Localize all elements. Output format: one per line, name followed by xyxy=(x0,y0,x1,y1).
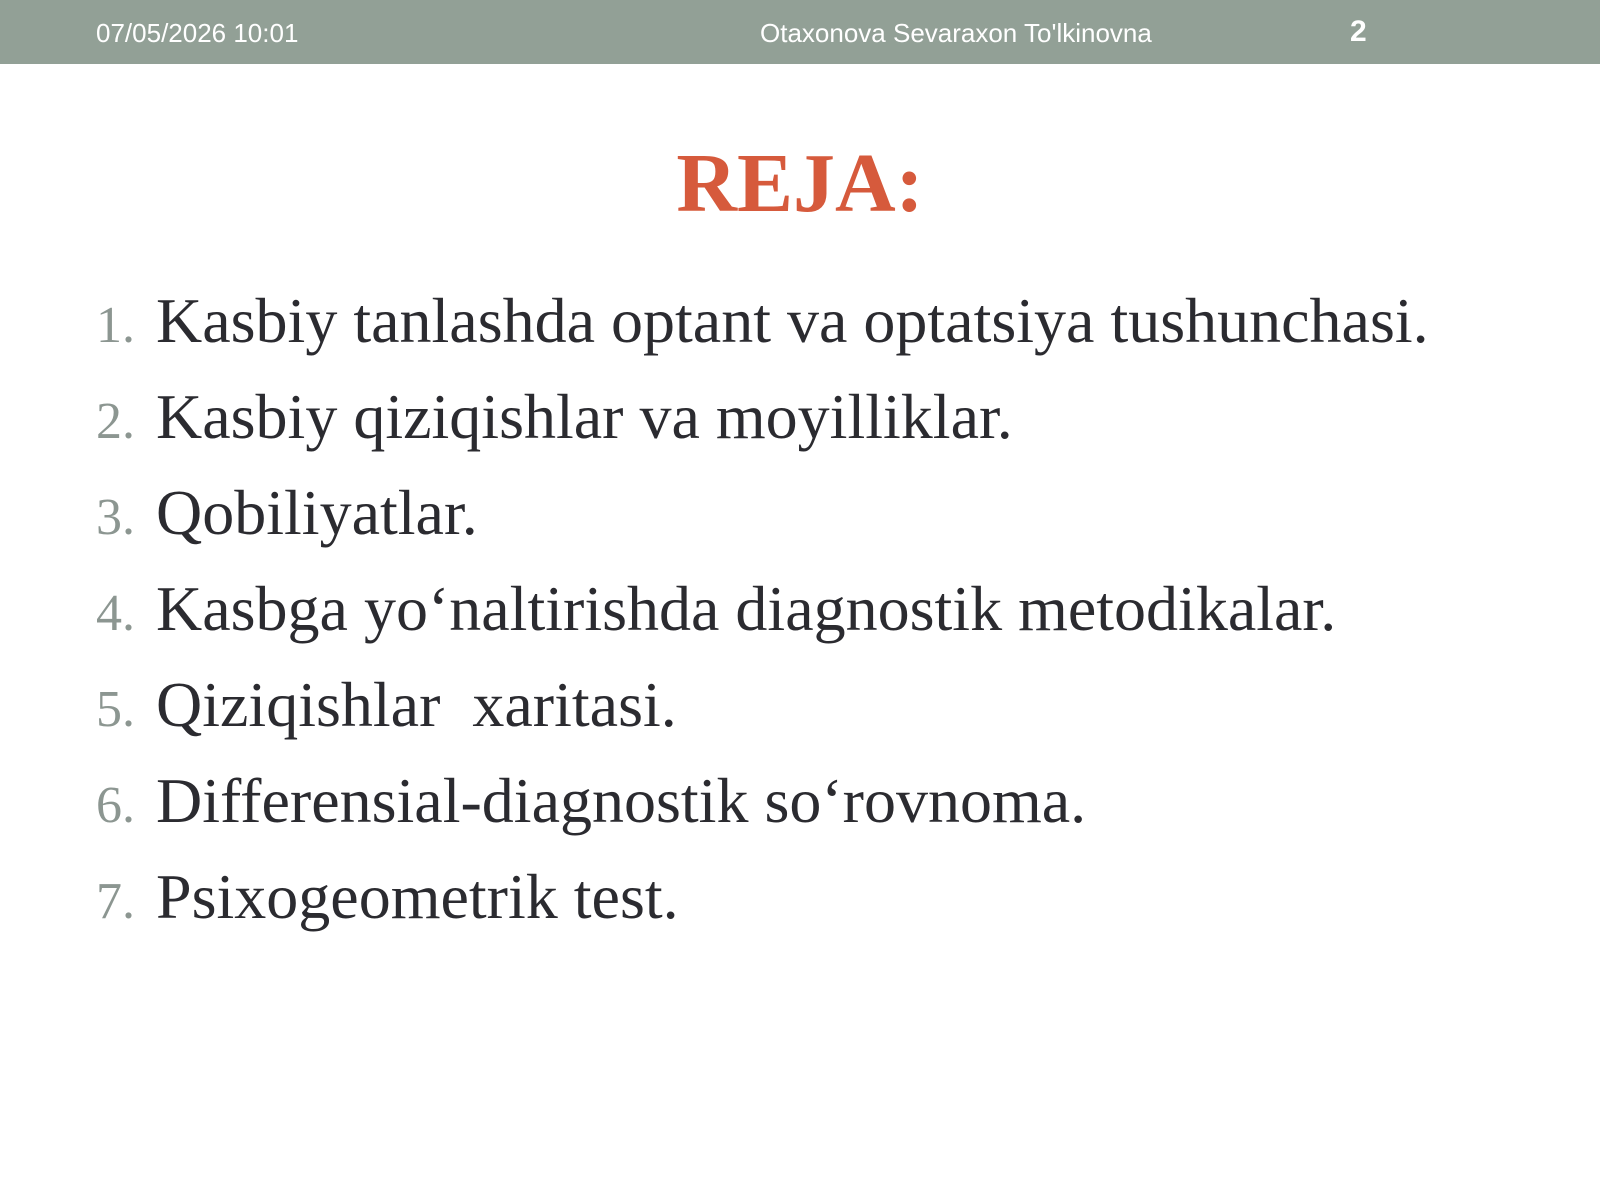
plan-item-number: 6. xyxy=(96,777,135,834)
page-number: 2 xyxy=(1350,15,1367,48)
plan-item-text: Kasbiy qiziqishlar va moyilliklar. xyxy=(156,381,1013,452)
plan-item-number: 7. xyxy=(96,873,135,930)
plan-item-number: 3. xyxy=(96,489,135,546)
plan-list xyxy=(96,284,1576,956)
plan-item xyxy=(96,284,1576,380)
plan-item xyxy=(96,860,1576,956)
plan-item-number: 5. xyxy=(96,681,135,738)
plan-item-text: Qiziqishlar xaritasi. xyxy=(156,669,677,740)
plan-item-text: Psixogeometrik test. xyxy=(156,861,679,932)
plan-item-text: Qobiliyatlar. xyxy=(156,477,478,548)
plan-item-text: Kasbiy tanlashda optant va optatsiya tushunchasi. xyxy=(156,285,1429,356)
plan-item xyxy=(96,572,1576,668)
header-author: Otaxonova Sevaraxon To'lkinovna xyxy=(760,18,1152,48)
plan-item xyxy=(96,380,1576,476)
plan-item xyxy=(96,668,1576,764)
plan-item xyxy=(96,764,1576,860)
slide-title: REJA: xyxy=(676,137,924,230)
plan-item-text: Differensial-diagnostik so‘rovnoma. xyxy=(156,765,1087,836)
header-bar xyxy=(0,0,1600,64)
plan-item-number: 1. xyxy=(96,297,135,354)
plan-item-text: Kasbga yo‘naltirishda diagnostik metodikalar. xyxy=(156,573,1337,644)
plan-item-number: 4. xyxy=(96,585,135,642)
header-date: 07/05/2026 10:01 xyxy=(96,18,299,48)
plan-item xyxy=(96,476,1576,572)
plan-item-number: 2. xyxy=(96,393,135,450)
